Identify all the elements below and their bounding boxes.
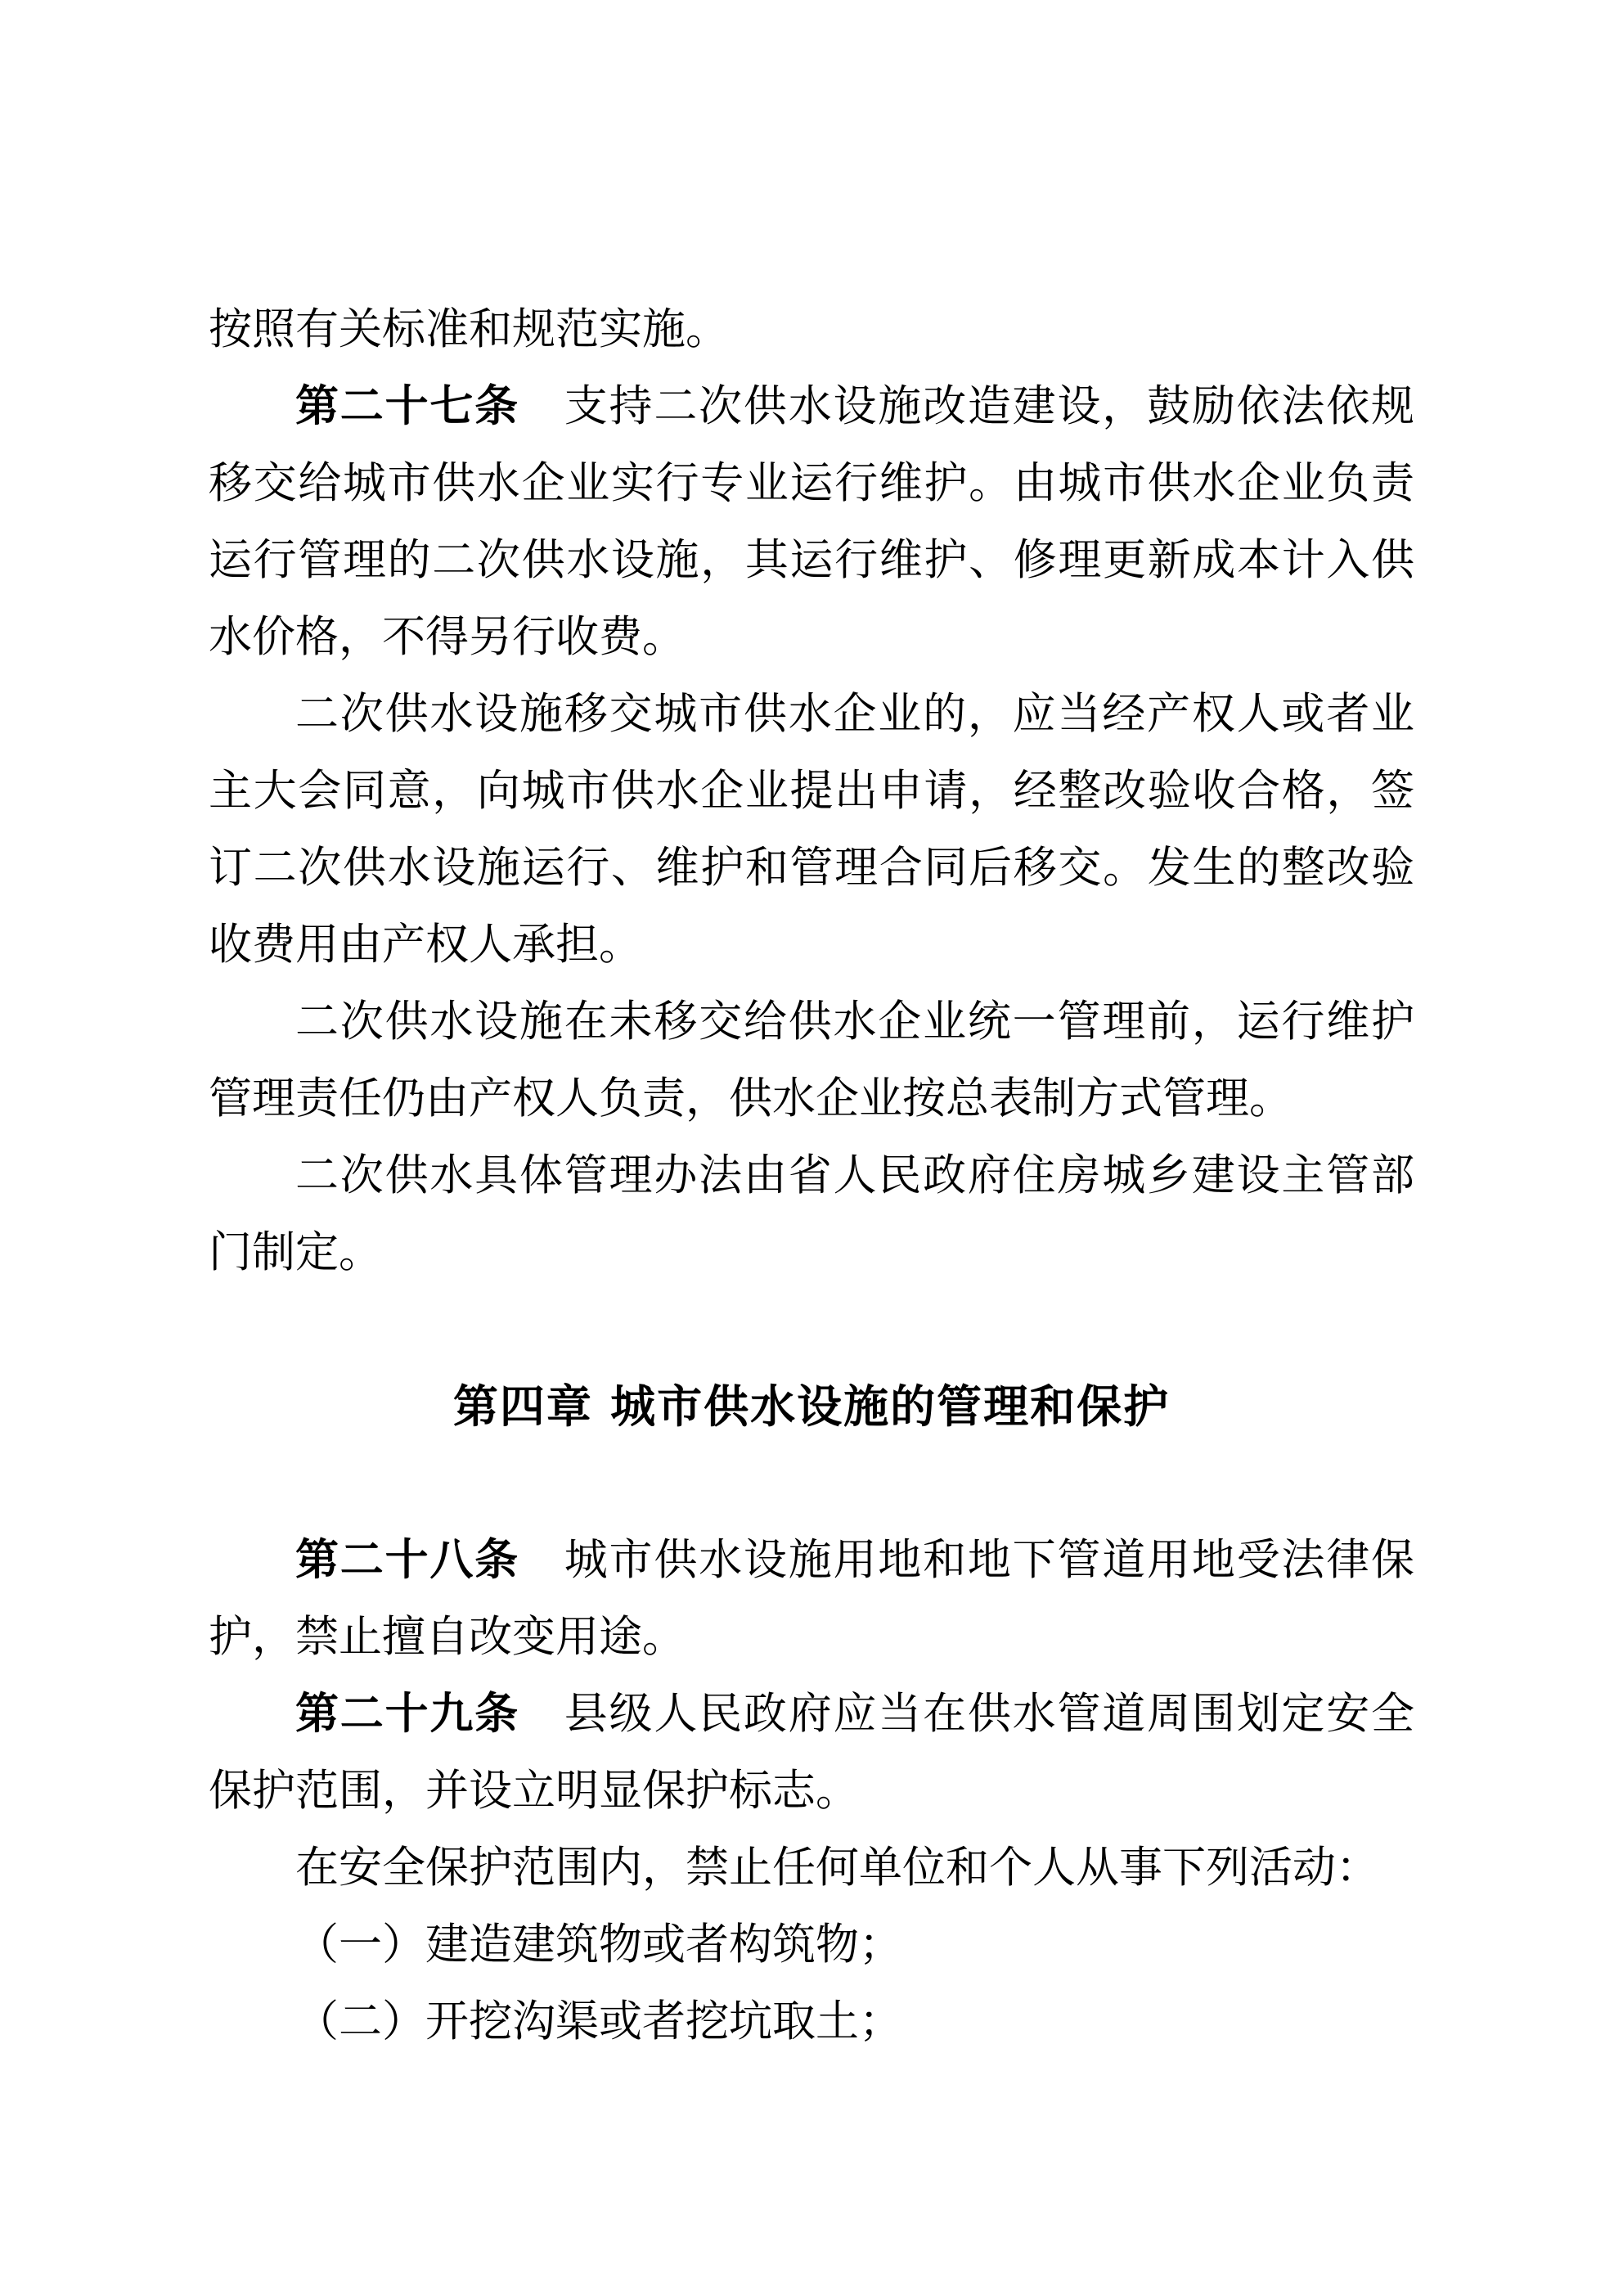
text-run: 按照有关标准和规范实施。	[209, 304, 729, 354]
text-run: 水价格，不得另行收费。	[209, 612, 686, 662]
text-run: 移交给城市供水企业实行专业运行维护。由城市供水企业负责	[209, 458, 1414, 508]
text-line	[209, 522, 1414, 599]
text-run: 二次供水设施移交城市供水企业的，应当经产权人或者业	[295, 689, 1414, 739]
blank-line	[209, 1291, 1414, 1368]
text-run: 二次供水设施在未移交给供水企业统一管理前，运行维护	[295, 997, 1414, 1047]
bold-text-run: 第四章 城市供水设施的管理和保护	[452, 1380, 1171, 1433]
text-run: （一）建造建筑物或者构筑物；	[295, 1920, 902, 1970]
text-run: 二次供水具体管理办法由省人民政府住房城乡建设主管部	[295, 1150, 1414, 1200]
text-run: 运行管理的二次供水设施，其运行维护、修理更新成本计入供	[209, 535, 1414, 585]
text-line	[209, 830, 1414, 907]
text-run: 订二次供水设施运行、维护和管理合同后移交。发生的整改验	[209, 843, 1414, 893]
text-run: 县级人民政府应当在供水管道周围划定安全	[519, 1689, 1415, 1739]
text-line	[209, 368, 1414, 445]
blank-line	[209, 1445, 1414, 1522]
text-line	[209, 599, 1414, 676]
text-line	[209, 1060, 1414, 1137]
text-line	[209, 1830, 1414, 1907]
text-line	[209, 753, 1414, 830]
text-line	[209, 984, 1414, 1060]
bold-text-run: 第二十八条	[295, 1535, 519, 1585]
text-line	[209, 1599, 1414, 1676]
text-line	[209, 445, 1414, 522]
text-run: 收费用由产权人承担。	[209, 920, 642, 970]
text-line	[209, 1907, 1414, 1983]
text-run: 在安全保护范围内，禁止任何单位和个人从事下列活动：	[295, 1843, 1379, 1893]
bold-text-run: 第二十九条	[295, 1689, 519, 1739]
text-run: 护，禁止擅自改变用途。	[209, 1612, 686, 1662]
text-line	[209, 676, 1414, 753]
text-line	[209, 907, 1414, 984]
text-line	[209, 1214, 1414, 1291]
text-line	[209, 1522, 1414, 1599]
bold-text-run: 第二十七条	[295, 381, 519, 431]
chapter-heading	[209, 1368, 1414, 1445]
text-run: 支持二次供水设施改造建设，鼓励依法依规	[519, 381, 1415, 431]
text-block	[209, 291, 1414, 2060]
text-run: 城市供水设施用地和地下管道用地受法律保	[519, 1535, 1415, 1585]
text-line	[209, 1983, 1414, 2060]
text-run: 管理责任仍由产权人负责，供水企业按总表制方式管理。	[209, 1074, 1293, 1123]
text-line	[209, 1753, 1414, 1830]
text-run: 门制定。	[209, 1227, 382, 1277]
text-run: （二）开挖沟渠或者挖坑取土；	[295, 1997, 902, 2046]
text-line	[209, 291, 1414, 368]
text-run: 主大会同意，向城市供水企业提出申请，经整改验收合格，签	[209, 766, 1414, 816]
text-line	[209, 1137, 1414, 1214]
text-run: 保护范围，并设立明显保护标志。	[209, 1766, 859, 1816]
text-line	[209, 1676, 1414, 1753]
